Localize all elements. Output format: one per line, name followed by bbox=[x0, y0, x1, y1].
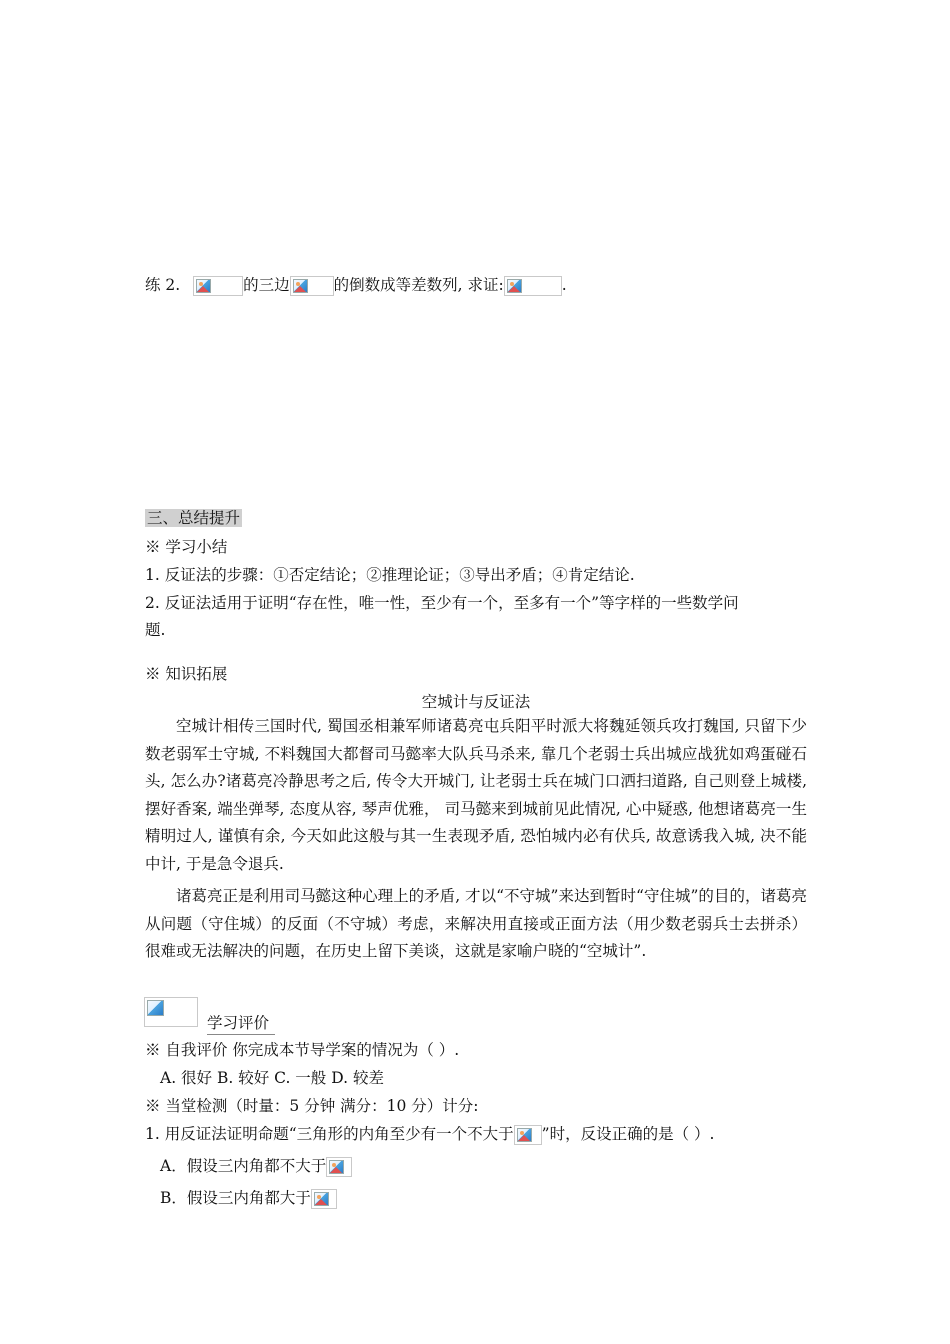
formula-image-angle bbox=[514, 1125, 542, 1145]
summary-heading: ※ 学习小结 bbox=[145, 538, 228, 556]
exercise-label: 练 2. bbox=[145, 276, 181, 294]
option-a-text: A．假设三内角都不大于 bbox=[160, 1157, 327, 1175]
exercise-text-2: 的倒数成等差数列, 求证: bbox=[333, 276, 504, 294]
formula-image-angle-b bbox=[311, 1189, 337, 1209]
question-1-prefix: 1. 用反证法证明命题“三角形的内角至少有一个不大于 bbox=[145, 1125, 514, 1143]
formula-image-triangle bbox=[193, 276, 243, 296]
formula-image-sides bbox=[290, 276, 334, 296]
extension-heading: ※ 知识拓展 bbox=[145, 665, 228, 683]
exercise-2-line bbox=[145, 274, 567, 296]
broken-image-icon bbox=[147, 1000, 164, 1016]
broken-image-icon bbox=[329, 1160, 344, 1174]
summary-item-1: 1. 反证法的步骤：①否定结论；②推理论证；③导出矛盾；④肯定结论. bbox=[145, 566, 635, 584]
question-1-suffix: ”时，反设正确的是（ ）. bbox=[541, 1125, 715, 1143]
broken-image-icon bbox=[196, 279, 211, 293]
broken-image-icon bbox=[507, 279, 522, 293]
broken-image-icon bbox=[517, 1128, 532, 1142]
story-title: 空城计与反证法 bbox=[421, 693, 531, 711]
story-paragraph-1: 空城计相传三国时代, 蜀国丞相兼军师诸葛亮屯兵阳平时派大将魏延领兵攻打魏国, 只留下少数老弱军士守城, 不料魏国大都督司马懿率大队兵马杀来, 靠几个老弱士兵出城应战犹如鸡蛋碰石头, 怎么办?诸葛亮冷静思考之后, 传令大开城门, 让老弱士兵在城门口洒扫道路, 自己则登上城楼, 摆好香案, 端坐弹琴, 态度从容, 琴声优雅， 司马懿来到城前见此情况, 心中疑惑, 他想诸葛亮一生精明过人, 谨慎有余, 今天如此这般与其一生表现矛盾, 恐怕城内必有伏兵, 故意诱我入城, 决不能中计, 于是急令退兵. bbox=[145, 717, 807, 873]
self-evaluation-options: A. 很好 B. 较好 C. 一般 D. 较差 bbox=[160, 1069, 384, 1087]
broken-image-icon bbox=[293, 279, 308, 293]
option-b-text: B．假设三内角都大于 bbox=[160, 1189, 311, 1207]
story-paragraph-2: 诸葛亮正是利用司马懿这种心理上的矛盾, 才以“不守城”来达到暂时“守住城”的目的，诸葛亮从问题（守住城）的反面（不守城）考虑，来解决用直接或正面方法（用少数老弱兵士去拼杀）很难或无法解决的问题，在历史上留下美谈，这就是家喻户晓的“空城计”. bbox=[145, 887, 807, 960]
exercise-text-1: 的三边 bbox=[243, 276, 290, 294]
formula-image-proof bbox=[504, 276, 562, 296]
evaluation-title: 学习评价 bbox=[207, 1012, 275, 1035]
formula-image-angle-a bbox=[326, 1157, 352, 1177]
exercise-end: . bbox=[561, 276, 567, 294]
evaluation-logo-image bbox=[144, 997, 198, 1027]
test-heading: ※ 当堂检测（时量：5 分钟 满分：10 分）计分: bbox=[145, 1097, 479, 1115]
question-1-option-b bbox=[160, 1187, 337, 1209]
question-1 bbox=[145, 1123, 714, 1145]
question-1-option-a bbox=[160, 1155, 352, 1177]
section-title-text: 三、总结提升 bbox=[147, 509, 241, 527]
summary-item-2-line-2: 题. bbox=[145, 621, 166, 639]
section-title bbox=[145, 507, 242, 529]
broken-image-icon bbox=[314, 1192, 329, 1206]
self-evaluation: ※ 自我评价 你完成本节导学案的情况为（ ）. bbox=[145, 1041, 460, 1059]
summary-item-2-line-1: 2. 反证法适用于证明“存在性，唯一性，至少有一个，至多有一个”等字样的一些数学问 bbox=[145, 594, 739, 612]
